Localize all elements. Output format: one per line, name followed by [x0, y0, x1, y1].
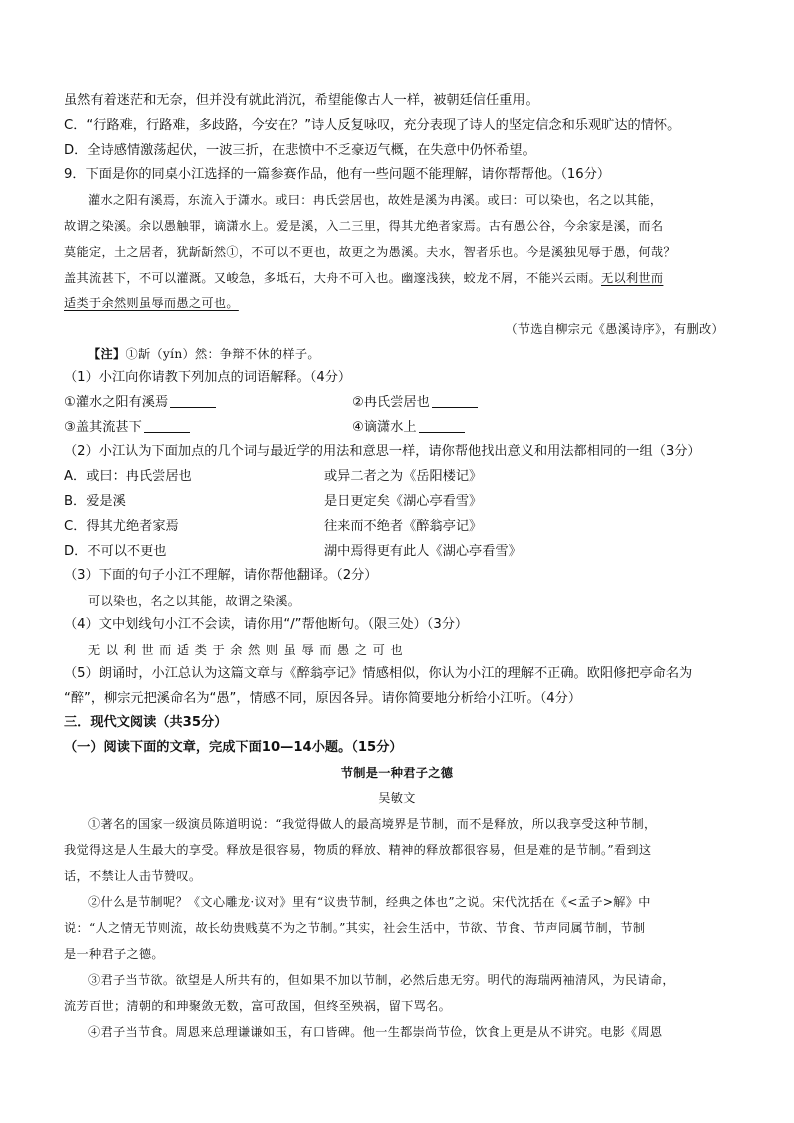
passage-source: （节选自柳宗元《愚溪诗序》，有删改）	[505, 322, 724, 336]
sub3-stem: （3）下面的句子小江不理解，请你帮他翻译。（2分）	[64, 568, 378, 583]
option-b-right: 是日更定矣《湖心亭看雪》	[324, 494, 483, 509]
sub1-item-b-wrap	[352, 394, 478, 412]
option-a-right: 或异二者之为《岳阳楼记》	[324, 469, 483, 484]
q9-stem: 9．下面是你的同桌小江选择的一篇参赛作品，他有一些问题不能理解，请你帮帮他。（16分）	[64, 167, 611, 182]
option-d-right: 湖中焉得更有此人《湖心亭看雪》	[324, 544, 522, 559]
underlined-sentence-part-1: 无以利世而	[600, 271, 664, 285]
article-p2-line-2: 说：“人之情无节则流，故长幼贵贱莫不为之节制。”其实，社会生活中，节欲、节食、节声同属节制，节制	[64, 921, 646, 935]
article-title: 节制是一种君子之德	[340, 766, 454, 780]
article-p4-line-1: ④君子当节食。周恩来总理谦谦如玉，有口皆碑。他一生都崇尚节俭，饮食上更是从不讲究。电影《周恩	[88, 1025, 663, 1039]
passage-line-1: 灌水之阳有溪焉，东流入于潇水。或曰：冉氏尝居也，故姓是溪为冉溪。或曰：可以染也，名之以其能，	[88, 193, 663, 207]
sub2-stem: （2）小江认为下面加点的几个词与最近学的用法和意思一样，请你帮他找出意义和用法都相同的一组（3分）	[64, 444, 701, 459]
answer-blank-b[interactable]	[432, 394, 478, 408]
article-p1-line-1: ①著名的国家一级演员陈道明说：“我觉得做人的最高境界是节制，而不是释放，所以我享受这种节制，	[88, 817, 657, 831]
sub2-option-a[interactable]	[64, 468, 483, 486]
sub2-option-b[interactable]	[64, 493, 483, 511]
option-b-left: B．爱是溪	[64, 494, 126, 509]
sub1-row-1	[64, 394, 430, 412]
sub1-item-b: ②冉氏尝居也	[352, 395, 430, 410]
option-a-left: A．或曰：冉氏尝居也	[64, 469, 192, 484]
option-c-left: C．得其尤绝者家焉	[64, 519, 179, 534]
sub3-sentence: 可以染也，名之以其能，故谓之染溪。	[88, 594, 301, 608]
passage-note	[88, 345, 320, 363]
q8-option-d: D．全诗感情激荡起伏，一波三折，在悲愤中不乏豪迈气概，在失意中仍怀希望。	[64, 143, 536, 158]
article-author: 吴敏文	[378, 791, 416, 805]
article-p3-line-1: ③君子当节欲。欲望是人所共有的，但如果不加以节制，必然后患无穷。明代的海瑞两袖清风，为民请命，	[88, 973, 675, 987]
answer-blank-c[interactable]	[144, 419, 190, 433]
section-3-heading: 三．现代文阅读（共35分）	[64, 715, 228, 730]
underlined-sentence-part-2: 适类于余然则虽辱而愚之可也。	[64, 296, 239, 310]
passage-line-2: 故谓之染溪。余以愚触罪，谪潇水上。爱是溪，入二三里，得其尤绝者家焉。古有愚公谷，今余家是溪，而名	[64, 219, 664, 233]
sub5-line-2: “醉”，柳宗元把溪命名为“愚”，情感不同，原因各异。请你简要地分析给小江听。（4分）	[64, 691, 582, 706]
passage-line-4-text: 盖其流甚下，不可以灌溉。又峻急，多坻石，大舟不可入也。幽邃浅狭，蛟龙不屑，不能兴云雨。	[64, 271, 601, 285]
article-p1-line-2: 我觉得这是人生最大的享受。释放是很容易，物质的释放、精神的释放都很容易，但是难的是节制。”看到这	[64, 843, 652, 857]
option-d-left: D．不可以不更也	[64, 544, 167, 559]
sub1-item-c: ③盖其流甚下	[64, 420, 142, 435]
sub4-stem: （4）文中划线句小江不会读，请你用“/”帮他断句。（限三处）（3分）	[64, 617, 469, 632]
article-p2-line-3: 是一种君子之德。	[64, 947, 164, 961]
sub1-item-d-wrap	[352, 419, 465, 437]
passage-line-4	[64, 269, 663, 287]
article-p2-line-1: ②什么是节制呢？《文心雕龙·议对》里有“议贵节制，经典之体也”之说。宋代沈括在《<孟子>解》中	[88, 895, 651, 909]
sub1-item-d: ④谪潇水上	[352, 420, 417, 435]
option-c-right: 往来而不绝者《醉翁亭记》	[324, 519, 483, 534]
sub1-stem: （1）小江向你请教下列加点的词语解释。（4分）	[64, 370, 352, 385]
passage-line-3: 莫能定，土之居者，犹龂龂然①，不可以不更也，故更之为愚溪。夫水，智者乐也。今是溪独见辱于愚，何哉？	[64, 245, 676, 259]
note-text: ①龂（yín）然：争辩不休的样子。	[125, 347, 320, 361]
sub2-option-d[interactable]	[64, 543, 522, 561]
sub5-line-1: （5）朗诵时，小江总认为这篇文章与《醉翁亭记》情感相似，你认为小江的理解不正确。欧阳修把亭命名为	[64, 666, 693, 681]
part-1-heading: （一）阅读下面的文章，完成下面10—14小题。（15分）	[64, 740, 403, 755]
answer-blank-d[interactable]	[419, 419, 465, 433]
article-p3-line-2: 流芳百世；清朝的和珅聚敛无数，富可敌国，但终至殃祸，留下骂名。	[64, 999, 452, 1013]
q8-option-b-continued: 虽然有着迷茫和无奈，但并没有就此消沉，希望能像古人一样，被朝廷信任重用。	[64, 93, 539, 108]
article-p1-line-3: 话，不禁让人击节赞叹。	[64, 869, 202, 883]
note-label: 【注】	[88, 347, 126, 361]
sub2-option-c[interactable]	[64, 518, 483, 536]
sub1-item-a: ①灌水之阳有溪焉	[64, 395, 169, 410]
q8-option-c: C．“行路难，行路难，多歧路，今安在？”诗人反复咏叹，充分表现了诗人的坚定信念和乐观旷达的情怀。	[64, 118, 681, 133]
sub4-sentence: 无以利世而适类于余然则虽辱而愚之可也	[88, 643, 409, 657]
answer-blank-a[interactable]	[170, 394, 216, 408]
sub1-row-2	[64, 419, 417, 437]
